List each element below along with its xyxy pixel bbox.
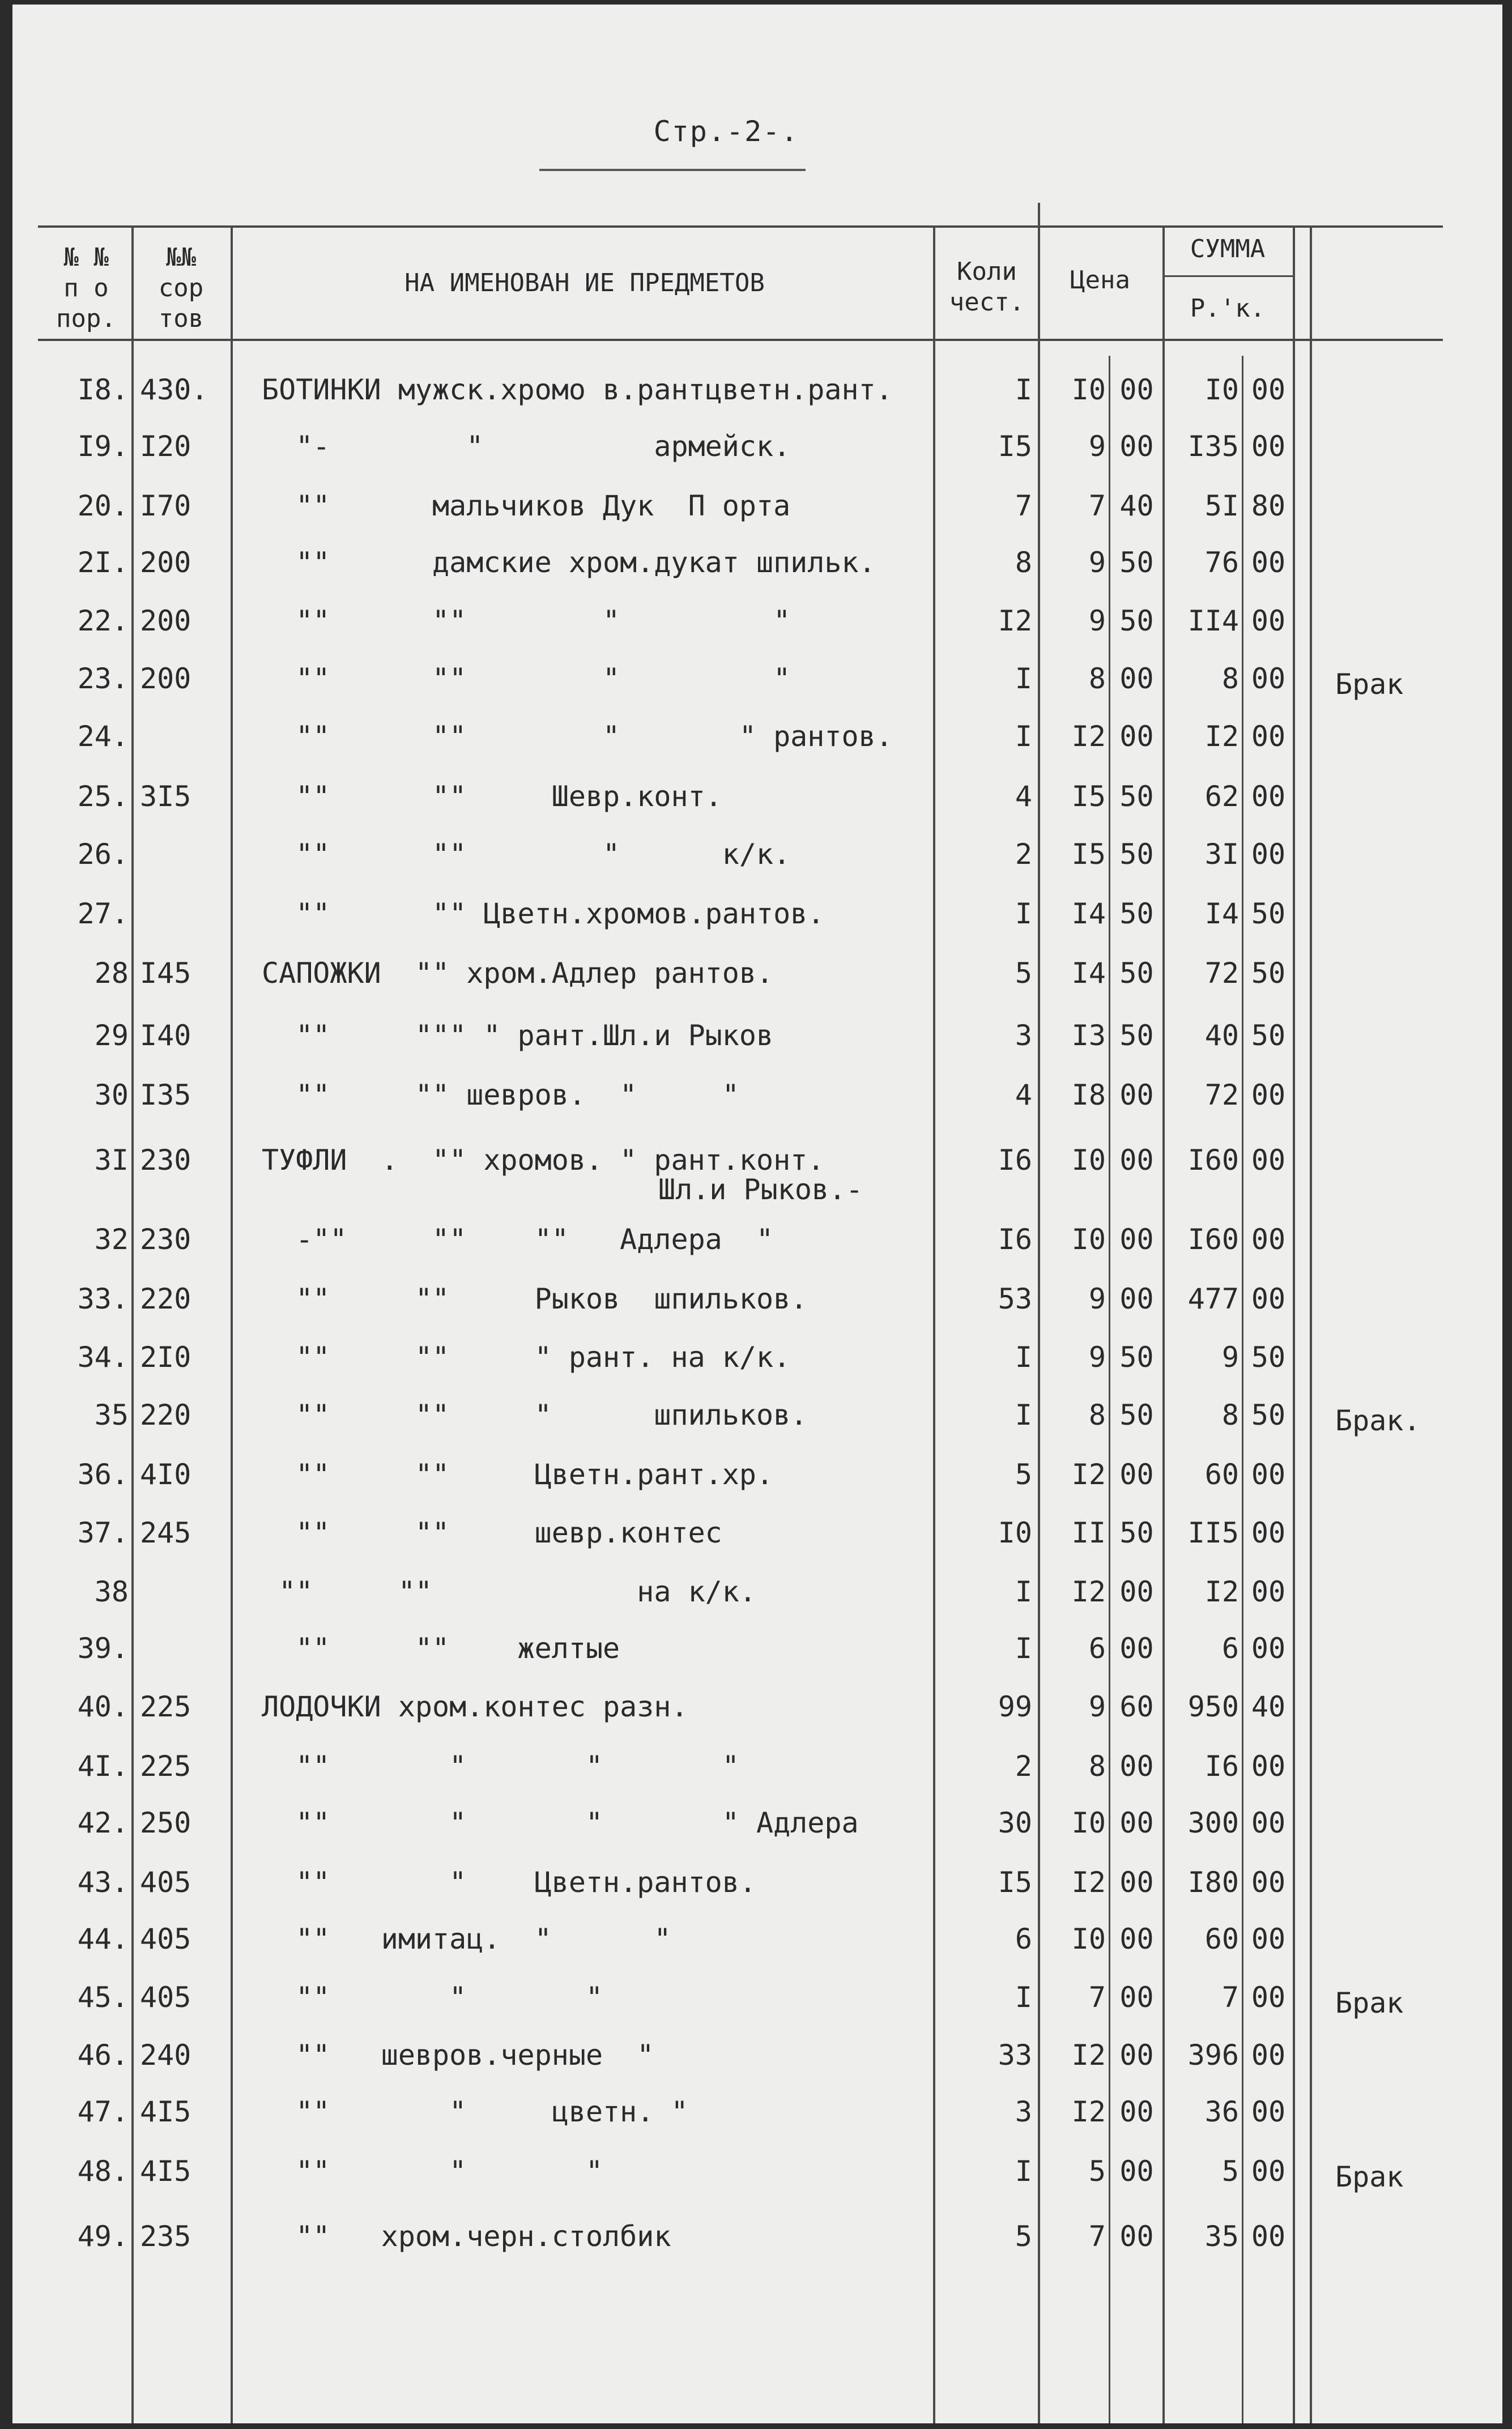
header-num-por: № № п о пор. xyxy=(56,243,116,333)
row-number: 22. xyxy=(77,604,129,637)
row-sum-kop: 00 xyxy=(1251,1458,1286,1491)
row-number: 23. xyxy=(77,662,129,695)
row-price-kop: 00 xyxy=(1119,1866,1154,1899)
row-number: 39. xyxy=(77,1632,129,1665)
row-note: Брак xyxy=(1335,1987,1404,2019)
row-sum-kop: 00 xyxy=(1251,1079,1286,1111)
row-sum-kop: 00 xyxy=(1251,1750,1286,1783)
row-price-kop: 00 xyxy=(1119,1144,1154,1177)
row-sum-rub: 477 xyxy=(1187,1282,1239,1315)
row-sum-kop: 00 xyxy=(1251,2155,1286,2188)
row-description: "" шевров.черные " xyxy=(262,2039,654,2072)
row-price-rub: I0 xyxy=(1071,373,1106,406)
row-sum-kop: 00 xyxy=(1251,2039,1286,2072)
row-number: 24. xyxy=(77,720,129,753)
row-number: 30 xyxy=(94,1079,129,1111)
title-underline xyxy=(539,169,806,171)
row-quantity: 33 xyxy=(998,2039,1032,2072)
row-price-kop: 50 xyxy=(1119,604,1154,637)
header-price: Цена xyxy=(1070,266,1130,295)
row-description: "" "" на к/к. xyxy=(262,1575,756,1608)
row-sum-kop: 00 xyxy=(1251,373,1286,406)
row-price-kop: 00 xyxy=(1119,1981,1154,2014)
row-price-rub: 7 xyxy=(1088,2220,1106,2253)
row-sum-rub: I35 xyxy=(1187,430,1239,463)
kop-divider-price xyxy=(1109,356,1110,2423)
row-sum-kop: 00 xyxy=(1251,1806,1286,1839)
row-price-kop: 50 xyxy=(1119,1399,1154,1431)
row-quantity: 2 xyxy=(1015,1750,1032,1783)
row-price-kop: 00 xyxy=(1119,662,1154,695)
kop-divider-sum xyxy=(1242,356,1243,2423)
row-price-kop: 00 xyxy=(1119,1282,1154,1315)
row-price-rub: 8 xyxy=(1088,1399,1106,1431)
row-sum-kop: 50 xyxy=(1251,1019,1286,1052)
row-number: 26. xyxy=(77,838,129,871)
row-sum-rub: 5I xyxy=(1204,489,1239,522)
row-sum-rub: I2 xyxy=(1204,720,1239,753)
row-price-kop: 50 xyxy=(1119,1516,1154,1549)
row-description: "" "" Цветн.рант.хр. xyxy=(262,1458,774,1491)
row-sort: 200 xyxy=(140,604,191,637)
row-sum-rub: 72 xyxy=(1204,1079,1239,1111)
row-sum-rub: I2 xyxy=(1204,1575,1239,1608)
document-page xyxy=(12,5,1502,2423)
row-price-kop: 50 xyxy=(1119,897,1154,930)
row-description: "" " " " xyxy=(262,1750,739,1783)
row-quantity: 8 xyxy=(1015,546,1032,579)
row-sum-rub: I60 xyxy=(1187,1223,1239,1256)
col-divider-1 xyxy=(131,225,134,2423)
row-description: "" " " " Адлера xyxy=(262,1806,859,1839)
row-sum-kop: 50 xyxy=(1251,1399,1286,1431)
row-price-kop: 00 xyxy=(1119,1750,1154,1783)
row-quantity: I xyxy=(1015,1981,1032,2014)
row-price-kop: 40 xyxy=(1119,489,1154,522)
col-divider-3 xyxy=(933,225,935,2423)
row-sort: 4I0 xyxy=(140,1458,191,1491)
row-description: "" "" шевров. " " xyxy=(262,1079,739,1111)
row-price-rub: 9 xyxy=(1088,430,1106,463)
row-sum-rub: 36 xyxy=(1204,2095,1239,2128)
row-price-kop: 00 xyxy=(1119,720,1154,753)
row-description: "" "" " к/к. xyxy=(262,838,791,871)
col-divider-2 xyxy=(231,225,233,2423)
row-sort: 240 xyxy=(140,2039,191,2072)
row-quantity: 4 xyxy=(1015,780,1032,813)
row-number: I8. xyxy=(77,373,129,406)
row-price-rub: I2 xyxy=(1071,2039,1106,2072)
row-price-rub: II xyxy=(1071,1516,1106,1549)
row-sum-kop: 50 xyxy=(1251,957,1286,990)
row-quantity: 5 xyxy=(1015,2220,1032,2253)
row-price-rub: 9 xyxy=(1088,1341,1106,1374)
row-sum-kop: 80 xyxy=(1251,489,1286,522)
row-quantity: 5 xyxy=(1015,957,1032,990)
row-sort: 2I0 xyxy=(140,1341,191,1374)
row-quantity: I xyxy=(1015,1341,1032,1374)
row-sum-kop: 00 xyxy=(1251,1575,1286,1608)
col-divider-4 xyxy=(1038,203,1040,2423)
row-price-kop: 00 xyxy=(1119,1575,1154,1608)
row-description: "" "" " " xyxy=(262,662,791,695)
row-price-rub: I2 xyxy=(1071,1866,1106,1899)
row-quantity: I6 xyxy=(998,1144,1032,1177)
row-quantity: 5 xyxy=(1015,1458,1032,1491)
sum-subheader-divider xyxy=(1162,275,1293,277)
row-number: 36. xyxy=(77,1458,129,1491)
row-price-rub: 9 xyxy=(1088,604,1106,637)
row-sort: 220 xyxy=(140,1399,191,1431)
row-price-kop: 00 xyxy=(1119,2155,1154,2188)
row-quantity: 2 xyxy=(1015,838,1032,871)
row-sum-kop: 00 xyxy=(1251,546,1286,579)
row-number: 20. xyxy=(77,489,129,522)
row-sum-kop: 50 xyxy=(1251,897,1286,930)
row-sort: I45 xyxy=(140,957,191,990)
row-price-rub: I5 xyxy=(1071,838,1106,871)
row-sum-kop: 40 xyxy=(1251,1690,1286,1723)
row-price-kop: 00 xyxy=(1119,2095,1154,2128)
row-price-rub: 9 xyxy=(1088,546,1106,579)
row-description: САПОЖКИ "" хром.Адлер рантов. xyxy=(262,957,774,990)
row-quantity: I xyxy=(1015,1632,1032,1665)
row-sum-rub: I6 xyxy=(1204,1750,1239,1783)
row-price-kop: 00 xyxy=(1119,2220,1154,2253)
row-sum-kop: 00 xyxy=(1251,1282,1286,1315)
row-description: "" "" желтые xyxy=(262,1632,620,1665)
row-price-rub: 7 xyxy=(1088,1981,1106,2014)
row-quantity: I xyxy=(1015,1575,1032,1608)
row-sum-kop: 00 xyxy=(1251,430,1286,463)
row-quantity: I2 xyxy=(998,604,1032,637)
header-bottom-border xyxy=(38,339,1443,341)
row-number: 25. xyxy=(77,780,129,813)
row-sum-rub: 950 xyxy=(1187,1690,1239,1723)
col-divider-7 xyxy=(1310,225,1312,2423)
row-sum-rub: 8 xyxy=(1221,662,1239,695)
row-note: Брак xyxy=(1335,2160,1404,2193)
row-price-rub: I4 xyxy=(1071,957,1106,990)
row-sum-rub: 6 xyxy=(1221,1632,1239,1665)
row-quantity: 30 xyxy=(998,1806,1032,1839)
row-number: 34. xyxy=(77,1341,129,1374)
row-sum-rub: 396 xyxy=(1187,2039,1239,2072)
row-description: "" хром.черн.столбик xyxy=(262,2220,671,2253)
row-price-rub: I2 xyxy=(1071,2095,1106,2128)
row-description: "" " цветн. " xyxy=(262,2095,688,2128)
row-quantity: I xyxy=(1015,2155,1032,2188)
row-price-kop: 50 xyxy=(1119,838,1154,871)
header-num-sort: №№ сор тов xyxy=(158,243,204,333)
row-sort: 225 xyxy=(140,1690,191,1723)
row-sum-kop: 00 xyxy=(1251,1144,1286,1177)
row-sort: 250 xyxy=(140,1806,191,1839)
row-price-kop: 00 xyxy=(1119,1079,1154,1111)
row-sum-rub: 40 xyxy=(1204,1019,1239,1052)
row-sort: 225 xyxy=(140,1750,191,1783)
row-sort: 405 xyxy=(140,1866,191,1899)
row-description: "" "" Шевр.конт. xyxy=(262,780,722,813)
row-price-rub: I2 xyxy=(1071,1458,1106,1491)
row-sort: 230 xyxy=(140,1144,191,1177)
row-number: 42. xyxy=(77,1806,129,1839)
row-sum-rub: 300 xyxy=(1187,1806,1239,1839)
row-description: ТУФЛИ . "" хромов. " рант.конт. xyxy=(262,1144,825,1177)
row-number: I9. xyxy=(77,430,129,463)
row-sort: 245 xyxy=(140,1516,191,1549)
row-sum-kop: 00 xyxy=(1251,1516,1286,1549)
col-divider-6 xyxy=(1293,225,1295,2423)
row-price-rub: I0 xyxy=(1071,1223,1106,1256)
row-number: 33. xyxy=(77,1282,129,1315)
row-sort: 200 xyxy=(140,546,191,579)
row-price-rub: 9 xyxy=(1088,1282,1106,1315)
row-description: -"" "" "" Адлера " xyxy=(262,1223,774,1256)
row-price-rub: 8 xyxy=(1088,662,1106,695)
row-description: "" " " xyxy=(262,2155,603,2188)
table-top-border xyxy=(38,225,1443,228)
row-quantity: 7 xyxy=(1015,489,1032,522)
row-sort: I20 xyxy=(140,430,191,463)
row-description: "" "" " рант. на к/к. xyxy=(262,1341,791,1374)
row-price-rub: 8 xyxy=(1088,1750,1106,1783)
row-quantity: I5 xyxy=(998,430,1032,463)
row-description: "" "" Рыков шпильков. xyxy=(262,1282,808,1315)
row-quantity: 3 xyxy=(1015,2095,1032,2128)
row-number: 47. xyxy=(77,2095,129,2128)
row-quantity: 53 xyxy=(998,1282,1032,1315)
row-sum-kop: 00 xyxy=(1251,838,1286,871)
row-number: 2I. xyxy=(77,546,129,579)
row-description: "" "" шевр.контес xyxy=(262,1516,722,1549)
row-sum-rub: 72 xyxy=(1204,957,1239,990)
row-sum-kop: 00 xyxy=(1251,720,1286,753)
row-sum-kop: 00 xyxy=(1251,604,1286,637)
row-sum-rub: 7 xyxy=(1221,1981,1239,2014)
header-name: НА ИМЕНОВАН ИЕ ПРЕДМЕТОВ xyxy=(404,269,765,297)
row-price-rub: 6 xyxy=(1088,1632,1106,1665)
row-sum-rub: 8 xyxy=(1221,1399,1239,1431)
row-sort: 200 xyxy=(140,662,191,695)
row-price-kop: 50 xyxy=(1119,1341,1154,1374)
row-number: 32 xyxy=(94,1223,129,1256)
row-price-kop: 00 xyxy=(1119,1458,1154,1491)
row-number: 3I xyxy=(94,1144,129,1177)
row-number: 43. xyxy=(77,1866,129,1899)
row-sum-rub: 60 xyxy=(1204,1923,1239,1955)
header-qty: Коли чест. xyxy=(949,257,1025,317)
row-description: "" мальчиков Дук П орта xyxy=(262,489,791,522)
row-price-kop: 00 xyxy=(1119,373,1154,406)
row-description: "" дамские хром.дукат шпильк. xyxy=(262,546,876,579)
row-price-kop: 00 xyxy=(1119,1923,1154,1955)
row-price-kop: 00 xyxy=(1119,1632,1154,1665)
header-sum: СУММА xyxy=(1190,235,1266,263)
row-quantity: I0 xyxy=(998,1516,1032,1549)
row-number: 27. xyxy=(77,897,129,930)
col-divider-5 xyxy=(1162,225,1165,2423)
row-sort: 4I5 xyxy=(140,2095,191,2128)
row-sum-kop: 00 xyxy=(1251,2095,1286,2128)
row-sort: I35 xyxy=(140,1079,191,1111)
row-price-kop: 50 xyxy=(1119,780,1154,813)
row-price-kop: 60 xyxy=(1119,1690,1154,1723)
row-quantity: I xyxy=(1015,373,1032,406)
row-price-kop: 00 xyxy=(1119,2039,1154,2072)
row-price-rub: 7 xyxy=(1088,489,1106,522)
row-number: 37. xyxy=(77,1516,129,1549)
row-number: 40. xyxy=(77,1690,129,1723)
row-price-rub: I8 xyxy=(1071,1079,1106,1111)
row-quantity: 3 xyxy=(1015,1019,1032,1052)
row-sum-rub: I80 xyxy=(1187,1866,1239,1899)
row-price-rub: I4 xyxy=(1071,897,1106,930)
row-sum-rub: II4 xyxy=(1187,604,1239,637)
row-sum-rub: 76 xyxy=(1204,546,1239,579)
row-price-kop: 00 xyxy=(1119,1223,1154,1256)
row-price-kop: 00 xyxy=(1119,1806,1154,1839)
row-number: 35 xyxy=(94,1399,129,1431)
row-quantity: I5 xyxy=(998,1866,1032,1899)
row-sum-kop: 00 xyxy=(1251,2220,1286,2253)
row-sort: 405 xyxy=(140,1981,191,2014)
row-sum-rub: I60 xyxy=(1187,1144,1239,1177)
row-price-rub: I2 xyxy=(1071,720,1106,753)
row-number: 48. xyxy=(77,2155,129,2188)
row-note: Брак. xyxy=(1335,1404,1421,1437)
row-description: БОТИНКИ мужск.хромо в.рантцветн.рант. xyxy=(262,373,893,406)
row-number: 28 xyxy=(94,957,129,990)
row-quantity: I xyxy=(1015,897,1032,930)
row-quantity: 99 xyxy=(998,1690,1032,1723)
row-note: Брак xyxy=(1335,668,1404,701)
row-sum-rub: 35 xyxy=(1204,2220,1239,2253)
row-sort: 4I5 xyxy=(140,2155,191,2188)
header-sum-sub: Р.'к. xyxy=(1190,294,1266,323)
row-sum-kop: 00 xyxy=(1251,1223,1286,1256)
row-price-rub: I2 xyxy=(1071,1575,1106,1608)
row-sum-rub: 60 xyxy=(1204,1458,1239,1491)
row-number: 38 xyxy=(94,1575,129,1608)
row-sum-kop: 00 xyxy=(1251,1866,1286,1899)
row-number: 4I. xyxy=(77,1750,129,1783)
row-price-rub: 9 xyxy=(1088,1690,1106,1723)
row-number: 46. xyxy=(77,2039,129,2072)
row-number: 29 xyxy=(94,1019,129,1052)
row-price-rub: I0 xyxy=(1071,1144,1106,1177)
row-description: "" """ " рант.Шл.и Рыков xyxy=(262,1019,774,1052)
row-sum-kop: 00 xyxy=(1251,780,1286,813)
row-description: "" " Цветн.рантов. xyxy=(262,1866,756,1899)
row-price-rub: 5 xyxy=(1088,2155,1106,2188)
row-description: "" "" Цветн.хромов.рантов. xyxy=(262,897,825,930)
row-quantity: 6 xyxy=(1015,1923,1032,1955)
row-quantity: I xyxy=(1015,1399,1032,1431)
row-sum-rub: II5 xyxy=(1187,1516,1239,1549)
row-sum-kop: 00 xyxy=(1251,1632,1286,1665)
row-sum-rub: 3I xyxy=(1204,838,1239,871)
row-sum-kop: 50 xyxy=(1251,1341,1286,1374)
row-price-kop: 50 xyxy=(1119,957,1154,990)
row-sort: I70 xyxy=(140,489,191,522)
row-description: "" "" " шпильков. xyxy=(262,1399,808,1431)
row-sum-rub: 9 xyxy=(1221,1341,1239,1374)
row-description: "" имитац. " " xyxy=(262,1923,671,1955)
row-sum-kop: 00 xyxy=(1251,1923,1286,1955)
row-price-rub: I0 xyxy=(1071,1923,1106,1955)
row-sort: 405 xyxy=(140,1923,191,1955)
row-sum-rub: 5 xyxy=(1221,2155,1239,2188)
row-sum-kop: 00 xyxy=(1251,662,1286,695)
row-sum-rub: 62 xyxy=(1204,780,1239,813)
row-price-rub: I0 xyxy=(1071,1806,1106,1839)
row-description: "" "" " " xyxy=(262,604,791,637)
row-price-rub: I3 xyxy=(1071,1019,1106,1052)
row-31-desc-continuation: Шл.и Рыков.- xyxy=(658,1173,863,1206)
row-sort: I40 xyxy=(140,1019,191,1052)
row-sum-rub: I4 xyxy=(1204,897,1239,930)
row-quantity: 4 xyxy=(1015,1079,1032,1111)
row-price-rub: I5 xyxy=(1071,780,1106,813)
row-description: "" "" " " рантов. xyxy=(262,720,893,753)
row-sort: 430. xyxy=(140,373,208,406)
row-quantity: I xyxy=(1015,720,1032,753)
row-price-kop: 50 xyxy=(1119,1019,1154,1052)
row-number: 45. xyxy=(77,1981,129,2014)
row-quantity: I6 xyxy=(998,1223,1032,1256)
row-description: ЛОДОЧКИ хром.контес разн. xyxy=(262,1690,688,1723)
row-sort: 235 xyxy=(140,2220,191,2253)
row-sort: 220 xyxy=(140,1282,191,1315)
row-description: "- " армейск. xyxy=(262,430,791,463)
row-quantity: I xyxy=(1015,662,1032,695)
row-sort: 230 xyxy=(140,1223,191,1256)
row-number: 49. xyxy=(77,2220,129,2253)
row-sum-rub: I0 xyxy=(1204,373,1239,406)
row-sort: 3I5 xyxy=(140,780,191,813)
page-title: Стр.-2-. xyxy=(653,115,799,148)
row-sum-kop: 00 xyxy=(1251,1981,1286,2014)
row-number: 44. xyxy=(77,1923,129,1955)
row-description: "" " " xyxy=(262,1981,603,2014)
row-price-kop: 00 xyxy=(1119,430,1154,463)
row-price-kop: 50 xyxy=(1119,546,1154,579)
